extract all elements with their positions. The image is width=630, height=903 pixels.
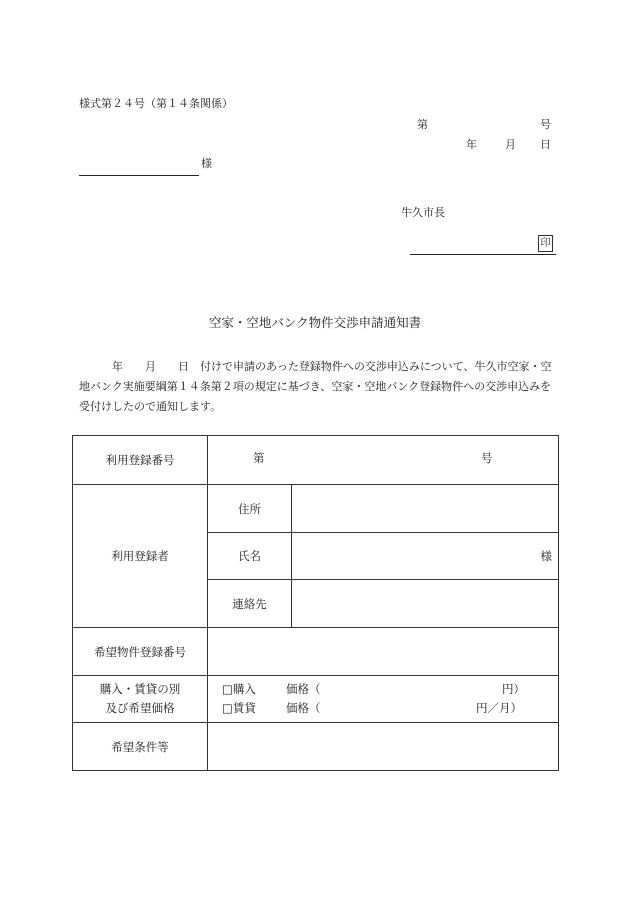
property-number-field[interactable] (208, 628, 559, 676)
addressee-name-line[interactable] (79, 175, 199, 176)
table-row (73, 436, 559, 485)
property-number-label: 希望物件登録番号 (73, 628, 208, 676)
address-label: 住所 (208, 485, 292, 533)
purchase-rent-label (73, 676, 208, 723)
contact-label: 連絡先 (208, 580, 292, 628)
issuer-title: 牛久市長 (401, 206, 445, 219)
purchase-price-line (222, 680, 558, 699)
table-row (73, 723, 559, 771)
address-field[interactable] (292, 485, 559, 533)
seal-mark: 印 (538, 235, 553, 252)
reg-number-field[interactable] (208, 436, 559, 485)
name-honorific: 様 (540, 549, 552, 563)
document-number-suffix: 号 (540, 118, 551, 131)
addressee-honorific: 様 (201, 157, 212, 170)
reg-number-prefix: 第 (253, 451, 265, 465)
conditions-field[interactable] (208, 723, 559, 771)
date-day-label: 日 (540, 138, 551, 151)
reg-number-label: 利用登録番号 (73, 436, 208, 485)
application-table (72, 435, 559, 771)
name-field[interactable] (292, 533, 559, 580)
purchase-price-unit: 円） (502, 682, 525, 696)
date-month-label: 月 (505, 138, 516, 151)
rent-checkbox[interactable]: □賃貸 (222, 701, 256, 715)
purchase-rent-label-line1: 購入・賃貸の別 (99, 682, 181, 696)
purchase-rent-label-line2: 及び希望価格 (105, 701, 175, 715)
rent-price-label: 価格（ (286, 701, 321, 715)
date-year-label: 年 (466, 138, 477, 151)
table-row (73, 676, 559, 723)
form-number-label: 様式第２４号（第１４条関係） (79, 97, 233, 110)
contact-field[interactable] (292, 580, 559, 628)
registrant-label: 利用登録者 (73, 485, 208, 628)
table-row (73, 628, 559, 676)
table-row (73, 485, 559, 533)
conditions-label: 希望条件等 (73, 723, 208, 771)
name-label: 氏名 (208, 533, 292, 580)
purchase-price-label: 価格（ (286, 682, 321, 696)
reg-number-suffix: 号 (481, 451, 493, 465)
purchase-checkbox[interactable]: □購入 (222, 682, 256, 696)
notice-body-text: 年 月 日 付けで申請のあった登録物件への交渉申込みについて、牛久市空家・空地バンク実施要綱第１４条第２項の規定に基づき、空家・空地バンク登録物件への交渉申込みを受付けしたので通知します。 (79, 360, 552, 413)
rent-price-unit: 円／月） (476, 701, 522, 715)
issuer-signature-line (410, 254, 556, 255)
document-number-prefix: 第 (417, 118, 428, 131)
document-title: 空家・空地バンク物件交渉申請通知書 (208, 315, 422, 330)
price-field (208, 676, 559, 723)
rent-price-line (222, 699, 558, 718)
